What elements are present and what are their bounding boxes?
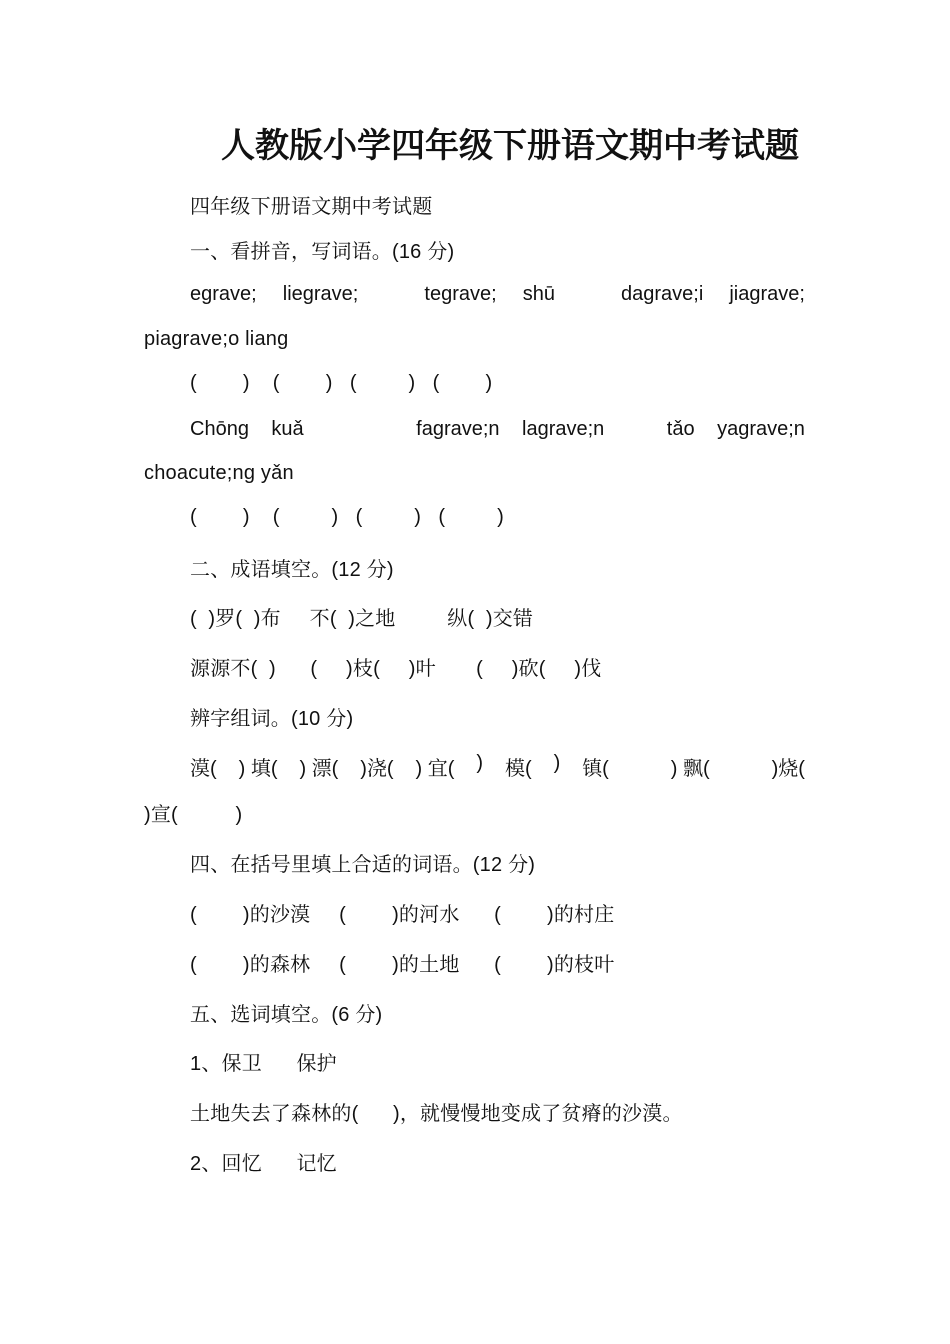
section-3-heading: 辨字组词。(10 分) bbox=[190, 708, 354, 730]
pinyin-item: lagrave;n bbox=[522, 418, 605, 440]
char-item: 漠( bbox=[190, 758, 217, 780]
section-2-heading: 二、成语填空。(12 分) bbox=[190, 559, 394, 581]
char-item: 模( bbox=[504, 758, 532, 780]
pinyin-item: kuǎ bbox=[271, 418, 304, 440]
pinyin-item: yagrave;n bbox=[717, 418, 805, 440]
blanks-row-2: ( ) ( ) ( ) ( ) bbox=[190, 506, 504, 528]
char-item: ) 飘( bbox=[670, 758, 710, 780]
char-item: ) bbox=[476, 752, 484, 774]
section-1-heading: 一、看拼音，写词语。(16 分) bbox=[190, 241, 455, 263]
char-item: ) 填( bbox=[238, 758, 278, 780]
subtitle: 四年级下册语文期中考试题 bbox=[190, 194, 433, 218]
question-2-options: 2、回忆 记忆 bbox=[190, 1153, 337, 1175]
fill-row-1: ( )的沙漠 ( )的河水 ( )的村庄 bbox=[190, 904, 615, 926]
pinyin-item: Chōng bbox=[190, 418, 249, 440]
char-item: ) 漂( bbox=[299, 758, 339, 780]
pinyin-item: liegrave; bbox=[282, 283, 359, 305]
pinyin-item: tegrave; bbox=[424, 283, 497, 305]
question-1-options: 1、保卫 保护 bbox=[190, 1053, 337, 1075]
pinyin-item: egrave; bbox=[190, 283, 257, 305]
document-title: 人教版小学四年级下册语文期中考试题 bbox=[221, 126, 799, 166]
char-item: ) bbox=[553, 752, 561, 774]
pinyin-item: jiagrave; bbox=[729, 283, 805, 305]
pinyin-row-1 bbox=[190, 283, 805, 306]
pinyin-row-1-continued: piagrave;o liang bbox=[144, 328, 289, 350]
fill-row-2: ( )的森林 ( )的土地 ( )的枝叶 bbox=[190, 954, 615, 976]
pinyin-row-2 bbox=[190, 418, 805, 441]
question-1-sentence: 土地失去了森林的( )，就慢慢地变成了贫瘠的沙漠。 bbox=[190, 1103, 683, 1125]
pinyin-item: dagrave;i bbox=[621, 283, 704, 305]
blanks-row-1: ( ) ( ) ( ) ( ) bbox=[190, 372, 493, 394]
char-item: 镇( bbox=[582, 758, 609, 780]
pinyin-item: tǎo bbox=[666, 418, 695, 440]
char-item: ) 宜( bbox=[415, 758, 455, 780]
pinyin-item: fagrave;n bbox=[416, 418, 500, 440]
pinyin-row-2-continued: choacute;ng yǎn bbox=[144, 462, 294, 484]
chars-row-continued: )宣( ) bbox=[144, 804, 243, 826]
idiom-row-1: ( )罗( )布 不( )之地 纵( )交错 bbox=[190, 608, 534, 630]
char-item: )烧( bbox=[771, 758, 805, 780]
section-4-heading: 四、在括号里填上合适的词语。(12 分) bbox=[190, 854, 536, 876]
char-item: )浇( bbox=[360, 758, 394, 780]
chars-row bbox=[190, 752, 805, 781]
pinyin-item: shū bbox=[522, 283, 555, 305]
section-5-heading: 五、选词填空。(6 分) bbox=[190, 1004, 383, 1026]
idiom-row-2: 源源不( ) ( )枝( )叶 ( )砍( )伐 bbox=[190, 658, 602, 680]
